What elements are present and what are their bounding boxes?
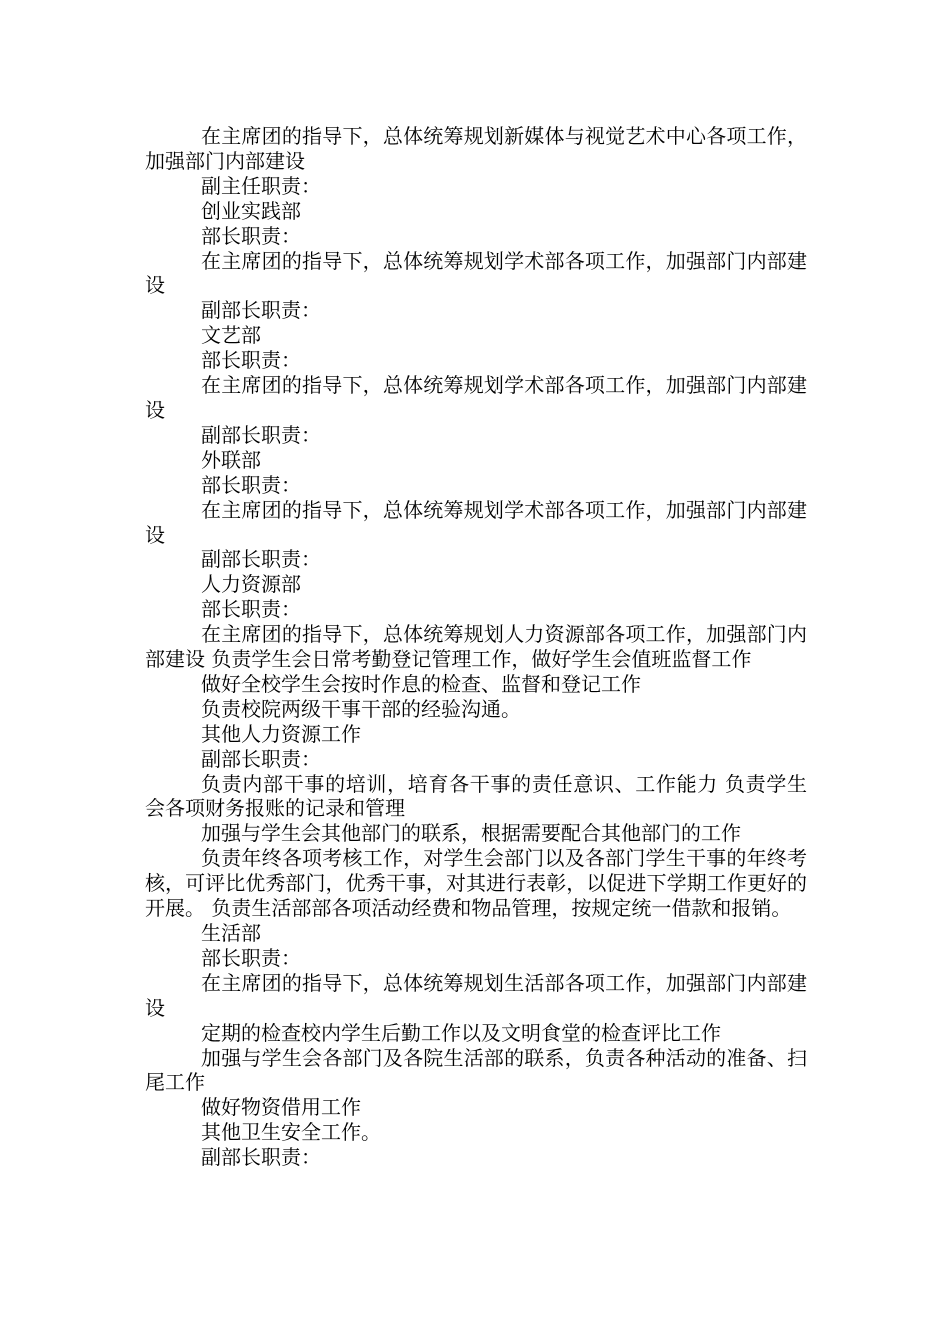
paragraph: 文艺部 bbox=[201, 323, 261, 348]
paragraph: 加强与学生会各部门及各院生活部的联系，负责各种活动的准备、扫尾工作 bbox=[145, 1045, 807, 1095]
paragraph: 负责内部干事的培训，培育各干事的责任意识、工作能力 负责学生会各项财务报账的记录和管理 bbox=[145, 771, 807, 821]
paragraph: 副部长职责： bbox=[201, 547, 321, 572]
paragraph: 在主席团的指导下，总体统筹规划学术部各项工作，加强部门内部建设 bbox=[145, 497, 807, 547]
paragraph: 副部长职责： bbox=[201, 422, 321, 447]
paragraph: 加强与学生会其他部门的联系，根据需要配合其他部门的工作 bbox=[201, 821, 741, 846]
paragraph: 做好物资借用工作 bbox=[201, 1095, 361, 1120]
paragraph: 部长职责： bbox=[201, 597, 301, 622]
paragraph: 外联部 bbox=[201, 447, 261, 472]
paragraph: 负责校院两级干事干部的经验沟通。 bbox=[201, 696, 521, 721]
paragraph: 生活部 bbox=[201, 921, 261, 945]
paragraph: 负责年终各项考核工作，对学生会部门以及各部门学生干事的年终考核，可评比优秀部门，优秀干事，对其进行表彰，以促进下学期工作更好的开展。 负责生活部部各项活动经费和物品管理，按规定统一借款和报销。 bbox=[145, 846, 807, 921]
paragraph: 定期的检查校内学生后勤工作以及文明食堂的检查评比工作 bbox=[201, 1020, 721, 1045]
paragraph: 其他卫生安全工作。 bbox=[201, 1120, 381, 1145]
paragraph: 做好全校学生会按时作息的检查、监督和登记工作 bbox=[201, 671, 641, 696]
paragraph: 部长职责： bbox=[201, 945, 301, 970]
paragraph: 部长职责： bbox=[201, 348, 301, 373]
paragraph: 副部长职责： bbox=[201, 1145, 321, 1170]
paragraph: 在主席团的指导下，总体统筹规划学术部各项工作，加强部门内部建设 bbox=[145, 373, 807, 422]
paragraph: 在主席团的指导下，总体统筹规划人力资源部各项工作，加强部门内部建设 负责学生会日常考勤登记管理工作，做好学生会值班监督工作 bbox=[145, 622, 807, 672]
paragraph: 在主席团的指导下，总体统筹规划新媒体与视觉艺术中心各项工作，加强部门内部建设 bbox=[145, 124, 807, 173]
paragraph: 在主席团的指导下，总体统筹规划学术部各项工作，加强部门内部建设 bbox=[145, 248, 807, 298]
paragraph: 部长职责： bbox=[201, 472, 301, 497]
paragraph: 其他人力资源工作 bbox=[201, 721, 361, 746]
paragraph: 在主席团的指导下，总体统筹规划生活部各项工作，加强部门内部建设 bbox=[145, 970, 807, 1020]
paragraph: 人力资源部 bbox=[201, 572, 301, 597]
paragraph: 创业实践部 bbox=[201, 198, 301, 223]
document-page bbox=[145, 124, 807, 1170]
paragraph: 副部长职责： bbox=[201, 298, 321, 323]
paragraph: 副部长职责： bbox=[201, 746, 321, 771]
paragraph: 部长职责： bbox=[201, 223, 301, 248]
paragraph: 副主任职责： bbox=[201, 173, 321, 198]
